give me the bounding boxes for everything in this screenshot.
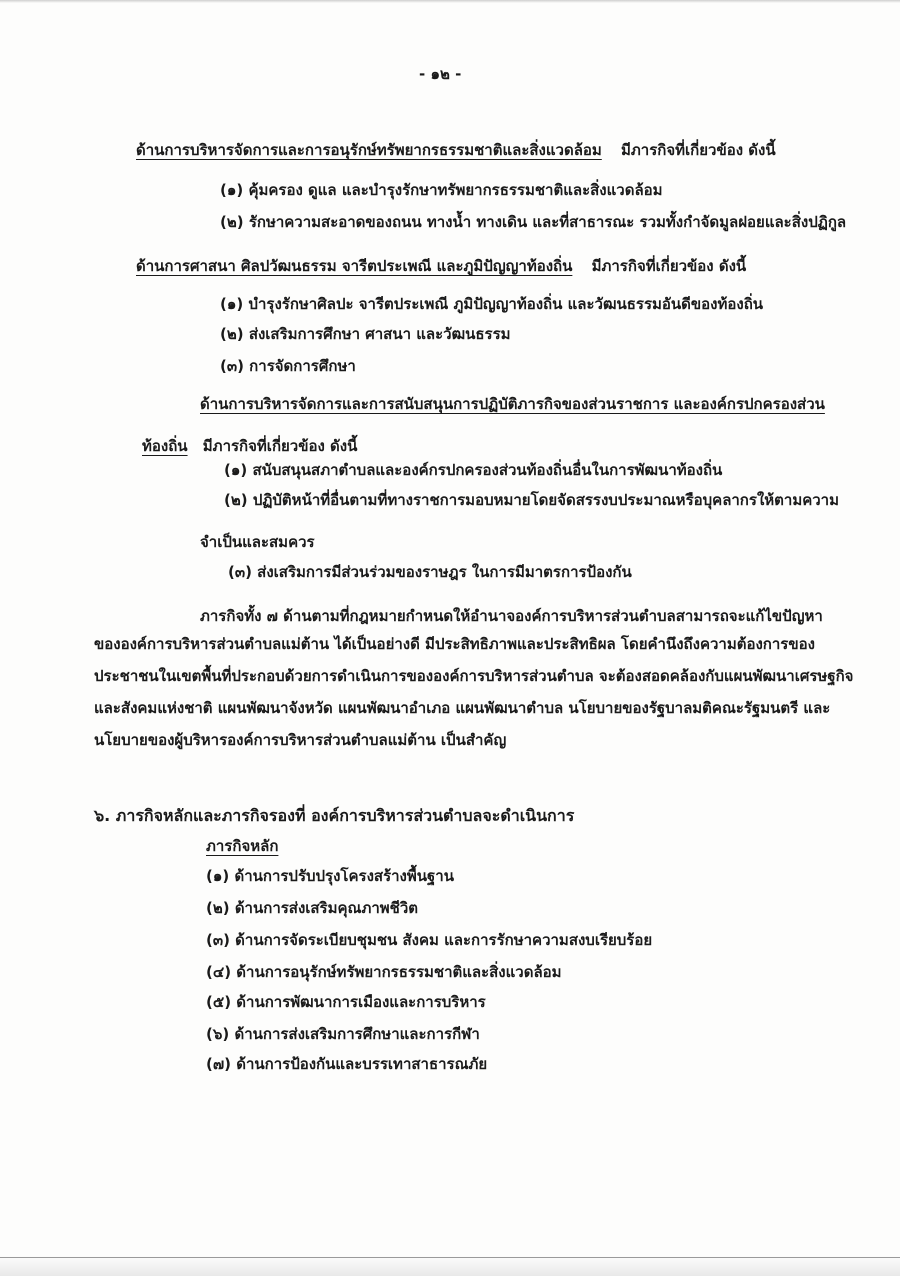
summary-line-4: และสังคมแห่งชาติ แผนพัฒนาจังหวัด แผนพัฒนาอำเภอ แผนพัฒนาตำบล นโยบายของรัฐบาลมติคณะรัฐมนตรี และ bbox=[94, 699, 831, 717]
culture-heading-line bbox=[136, 256, 746, 276]
summary-line-2: ขององค์การบริหารส่วนตำบลแม่ต้าน ได้เป็นอย่างดี มีประสิทธิภาพและประสิทธิผล โดยคำนึงถึงความต้องการของ bbox=[94, 635, 815, 653]
env-item-2: (๒) รักษาความสะอาดของถนน ทางน้ำ ทางเดิน และที่สาธารณะ รวมทั้งกำจัดมูลฝอยและสิ่งปฏิกูล bbox=[220, 213, 847, 231]
admin-heading-tail: ท้องถิ่น bbox=[142, 437, 188, 455]
scan-edge-bottom bbox=[0, 1256, 900, 1276]
section6-item-2: (๒) ด้านการส่งเสริมคุณภาพชีวิต bbox=[206, 899, 418, 917]
env-heading: ด้านการบริหารจัดการและการอนุรักษ์ทรัพยากรธรรมชาติและสิ่งแวดล้อม bbox=[136, 141, 602, 159]
admin-item-1: (๑) สนับสนุนสภาตำบลและองค์กรปกครองส่วนท้องถิ่นอื่นในการพัฒนาท้องถิ่น bbox=[224, 461, 723, 479]
env-heading-line bbox=[136, 140, 776, 160]
env-item-1: (๑) คุ้มครอง ดูแล และบำรุงรักษาทรัพยากรธรรมชาติและสิ่งแวดล้อม bbox=[220, 181, 663, 199]
section6-item-7: (๗) ด้านการป้องกันและบรรเทาสาธารณภัย bbox=[206, 1055, 488, 1073]
culture-heading-suffix: มีภารกิจที่เกี่ยวข้อง ดังนี้ bbox=[591, 257, 747, 275]
admin-heading-line2 bbox=[142, 436, 357, 456]
section6-item-6: (๖) ด้านการส่งเสริมการศึกษาและการกีฬา bbox=[206, 1025, 480, 1043]
section6-item-4: (๔) ด้านการอนุรักษ์ทรัพยากรธรรมชาติและสิ่งแวดล้อม bbox=[206, 963, 562, 981]
culture-heading: ด้านการศาสนา ศิลปวัฒนธรรม จารีตประเพณี และภูมิปัญญาท้องถิ่น bbox=[136, 257, 573, 275]
admin-heading-suffix: มีภารกิจที่เกี่ยวข้อง ดังนี้ bbox=[202, 437, 358, 455]
culture-item-2: (๒) ส่งเสริมการศึกษา ศาสนา และวัฒนธรรม bbox=[220, 325, 511, 343]
scan-edge-bottom-line bbox=[0, 1257, 900, 1258]
culture-item-1: (๑) บำรุงรักษาศิลปะ จารีตประเพณี ภูมิปัญญาท้องถิ่น และวัฒนธรรมอันดีของท้องถิ่น bbox=[220, 295, 764, 313]
section6-item-3: (๓) ด้านการจัดระเบียบชุมชน สังคม และการรักษาความสงบเรียบร้อย bbox=[206, 931, 653, 949]
summary-line-1: ภารกิจทั้ง ๗ ด้านตามที่กฎหมายกำหนดให้อำนาจองค์การบริหารส่วนตำบลสามารถจะแก้ไขปัญหา bbox=[200, 607, 823, 625]
admin-item-2-line2: จำเป็นและสมควร bbox=[200, 533, 315, 551]
section6-heading: ๖. ภารกิจหลักและภารกิจรองที่ องค์การบริหารส่วนตำบลจะดำเนินการ bbox=[94, 806, 575, 825]
culture-item-3: (๓) การจัดการศึกษา bbox=[220, 357, 356, 375]
admin-item-3: (๓) ส่งเสริมการมีส่วนร่วมของราษฎร ในการมีมาตรการป้องกัน bbox=[228, 563, 632, 581]
section6-item-5: (๕) ด้านการพัฒนาการเมืองและการบริหาร bbox=[206, 993, 486, 1011]
env-heading-suffix: มีภารกิจที่เกี่ยวข้อง ดังนี้ bbox=[621, 141, 776, 159]
section6-item-1: (๑) ด้านการปรับปรุงโครงสร้างพื้นฐาน bbox=[206, 867, 454, 885]
summary-line-5: นโยบายของผู้บริหารองค์การบริหารส่วนตำบลแม่ต้าน เป็นสำคัญ bbox=[94, 731, 507, 749]
admin-item-2-line1: (๒) ปฏิบัติหน้าที่อื่นตามที่ทางราชการมอบหมายโดยจัดสรรงบประมาณหรือบุคลากรให้ตามความ bbox=[224, 491, 839, 509]
summary-line-3: ประชาชนในเขตพื้นที่ประกอบด้วยการดำเนินการขององค์การบริหารส่วนตำบล จะต้องสอดคล้องกับแผนพัฒนาเศรษฐกิจ bbox=[94, 667, 854, 685]
section6-subheading: ภารกิจหลัก bbox=[206, 837, 279, 855]
page-number: - ๑๒ - bbox=[419, 65, 462, 83]
scan-edge-top bbox=[0, 0, 900, 3]
admin-heading-line1: ด้านการบริหารจัดการและการสนับสนุนการปฏิบัติภารกิจของส่วนราชการ และองค์กรปกครองส่วน bbox=[200, 395, 825, 413]
